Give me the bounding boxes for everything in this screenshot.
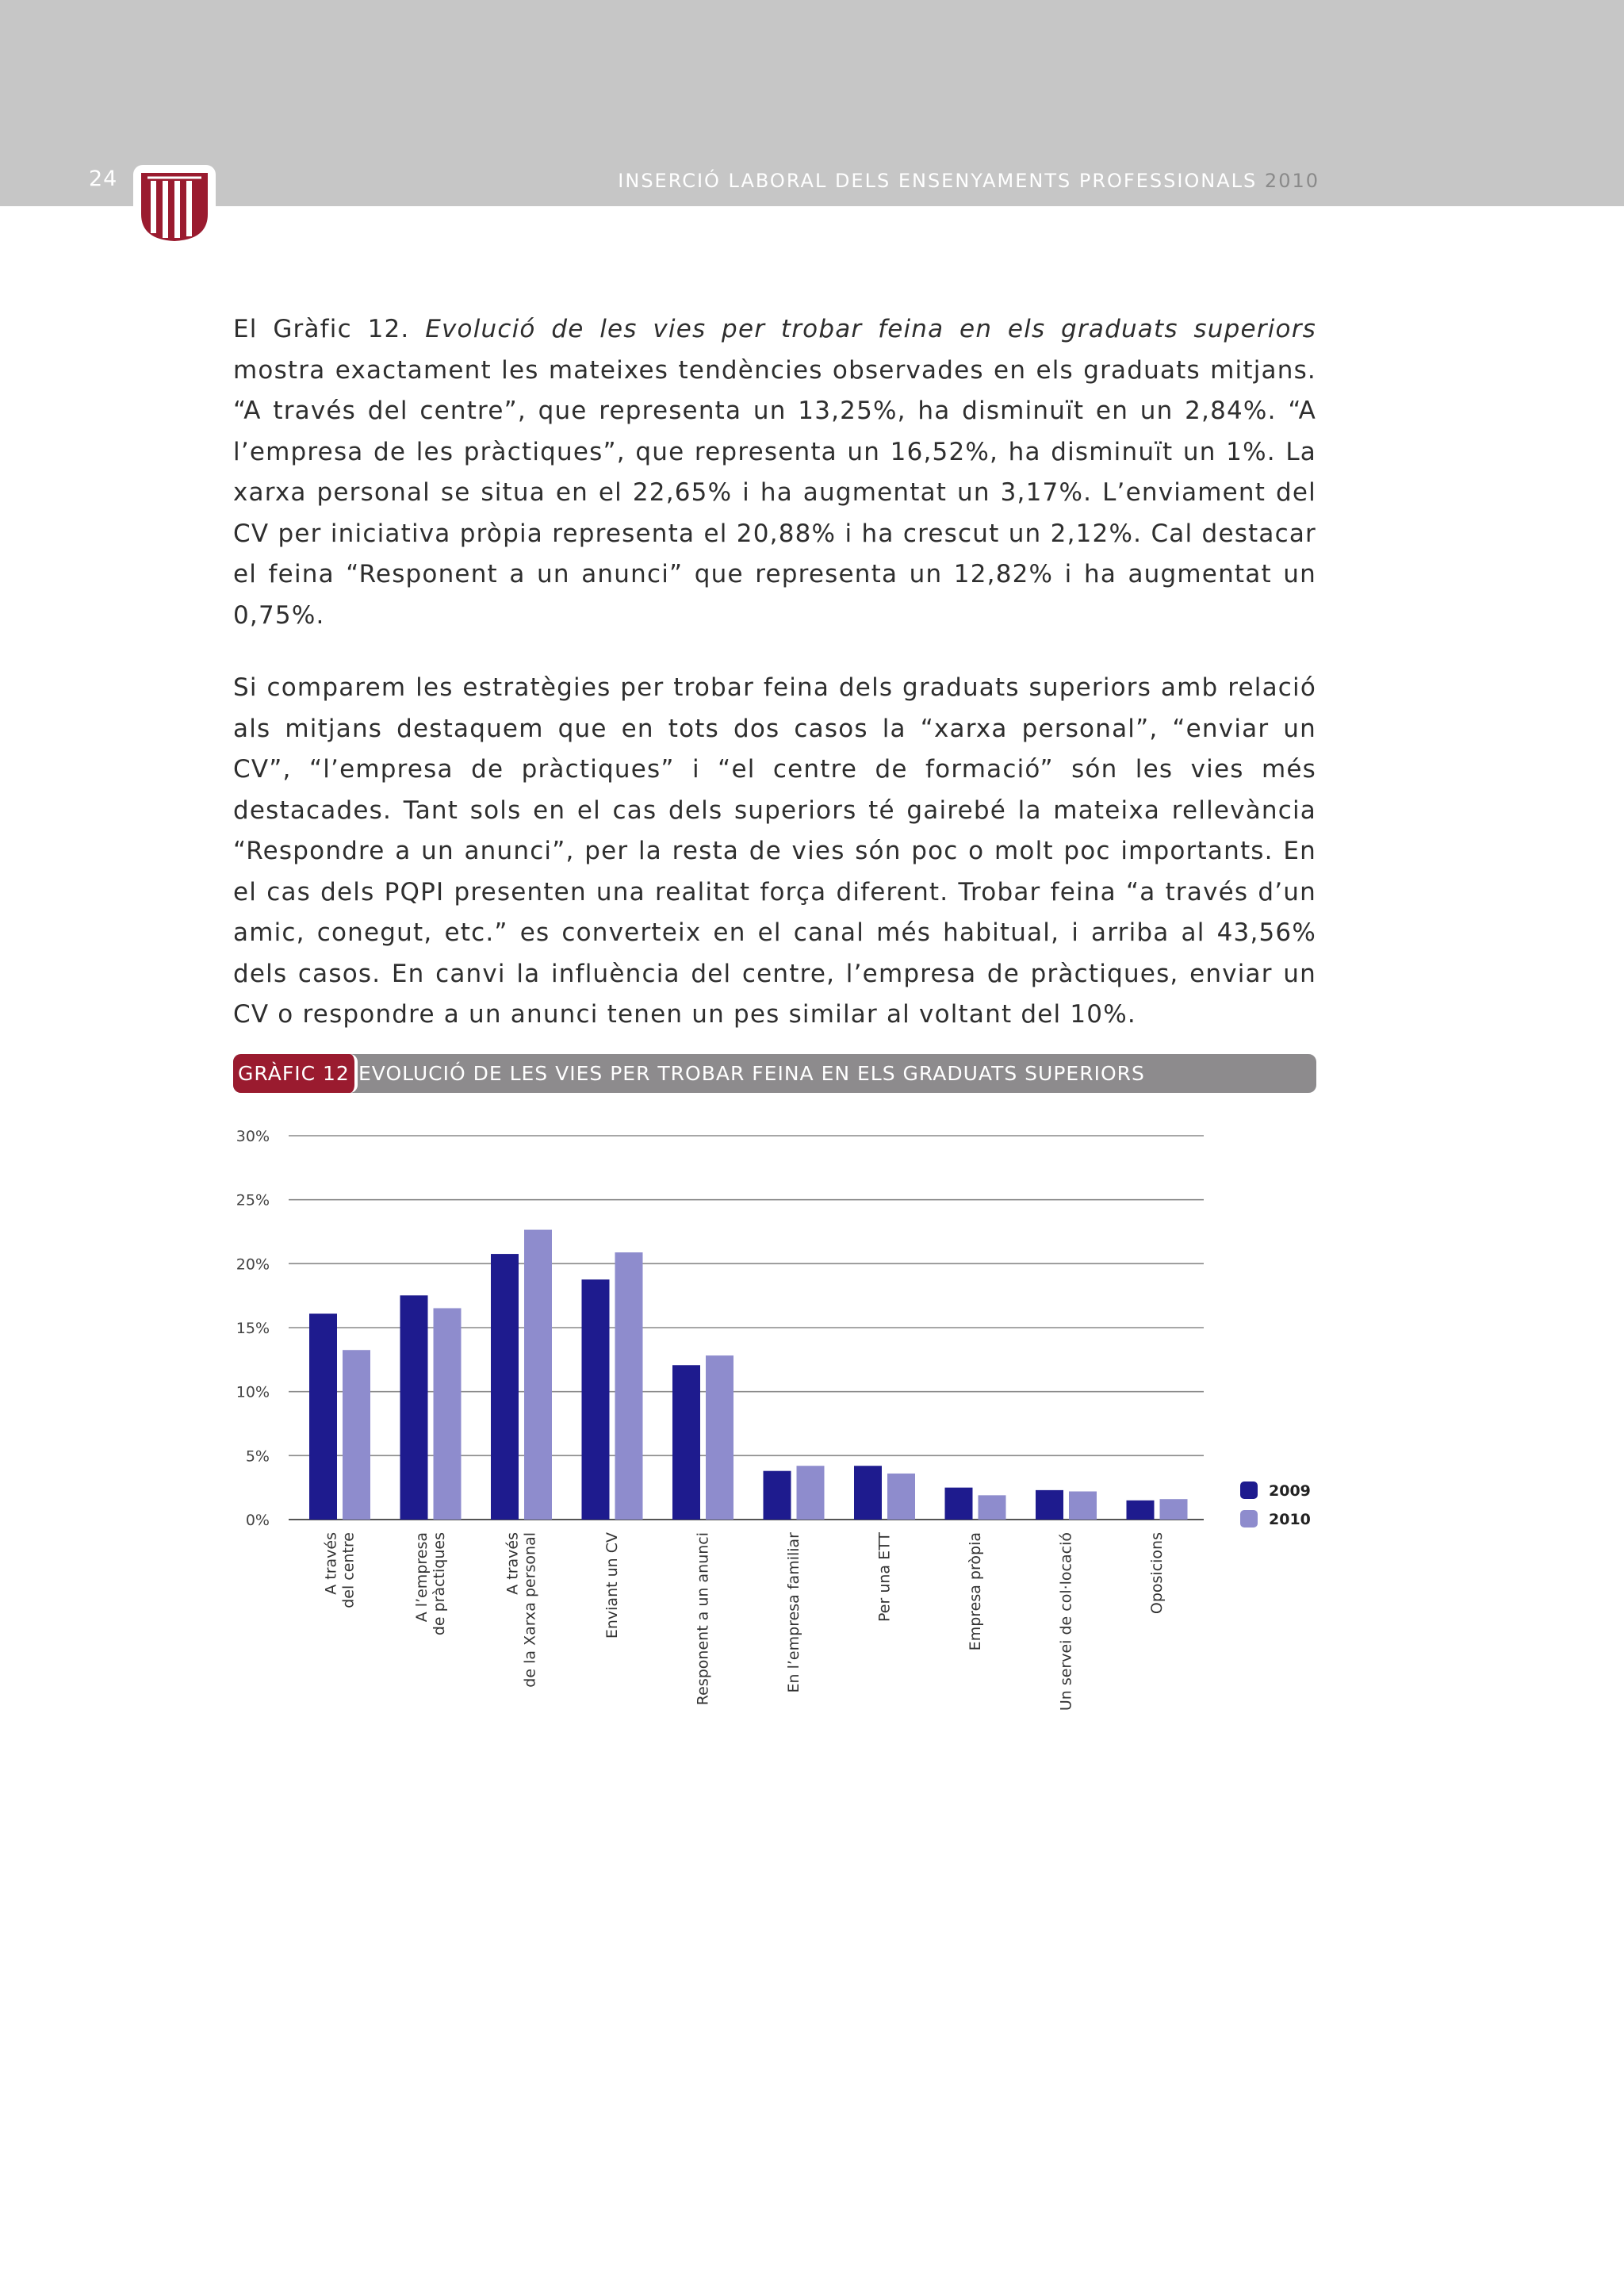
y-tick-label: 5% bbox=[245, 1447, 270, 1466]
y-tick-label: 15% bbox=[236, 1320, 270, 1337]
bar-2009-9 bbox=[1127, 1501, 1155, 1520]
bar-2010-6 bbox=[887, 1474, 915, 1520]
y-tick-label: 30% bbox=[236, 1128, 270, 1145]
bar-2009-4 bbox=[672, 1365, 700, 1520]
bar-2009-5 bbox=[764, 1471, 791, 1520]
bar-2010-2 bbox=[524, 1230, 552, 1520]
y-tick-label: 0% bbox=[245, 1512, 270, 1529]
chart-tag: GRÀFIC 12 bbox=[233, 1054, 358, 1093]
legend-swatch-2010 bbox=[1240, 1510, 1258, 1527]
category-label: A través bbox=[322, 1532, 340, 1595]
bar-chart bbox=[206, 1110, 1364, 1745]
category-label: de la Xarxa personal bbox=[521, 1532, 539, 1688]
bar-2010-7 bbox=[979, 1495, 1006, 1520]
category-label: del centre bbox=[339, 1532, 358, 1608]
bar-2009-0 bbox=[309, 1313, 337, 1520]
bar-2010-3 bbox=[615, 1252, 643, 1520]
bar-2010-9 bbox=[1160, 1499, 1188, 1520]
y-tick-label: 10% bbox=[236, 1383, 270, 1401]
paragraph-1 bbox=[233, 309, 1316, 636]
chart-header bbox=[233, 1054, 1316, 1093]
bar-2009-2 bbox=[491, 1254, 519, 1520]
bar-2010-5 bbox=[797, 1466, 825, 1520]
category-label: Empresa pròpia bbox=[967, 1532, 984, 1651]
category-label: A l’empresa bbox=[413, 1532, 431, 1623]
bar-2009-6 bbox=[854, 1466, 882, 1520]
category-label: Per una ETT bbox=[875, 1532, 894, 1622]
bar-2010-4 bbox=[706, 1355, 733, 1520]
category-label: Oposicions bbox=[1148, 1532, 1166, 1615]
body-text bbox=[233, 309, 1316, 1068]
catalan-coat-of-arms-icon bbox=[133, 165, 216, 249]
legend-label-2009: 2009 bbox=[1269, 1482, 1311, 1500]
p1-lead: El Gràfic 12. bbox=[233, 315, 426, 343]
legend-swatch-2009 bbox=[1240, 1481, 1258, 1499]
p1-rest: mostra exactament les mateixes tendències observades en els graduats mitjans. “A través del centre”, que representa un 13,25%, ha disminuït en un 2,84%. “A l’empresa de les pràctiques”, que representa un 16,52%, ha disminuït un 1%. La xarxa personal se situa en el 22,65% i ha augmentat un 3,17%. L’enviament del CV per iniciativa pròpia representa el 20,88% i ha crescut un 2,12%. Cal destacar el feina “Responent a un anunci” que representa un 12,82% i ha augmentat un 0,75%. bbox=[233, 355, 1316, 630]
running-year: 2010 bbox=[1264, 170, 1320, 192]
p1-figure-title: Evolució de les vies per trobar feina en els graduats superiors bbox=[425, 315, 1316, 343]
running-title: INSERCIÓ LABORAL DELS ENSENYAMENTS PROFESSIONALS bbox=[618, 170, 1258, 192]
chart-title: EVOLUCIÓ DE LES VIES PER TROBAR FEINA EN ELS GRADUATS SUPERIORS bbox=[358, 1062, 1145, 1085]
category-label: de pràctiques bbox=[431, 1532, 448, 1636]
bar-2010-0 bbox=[343, 1350, 370, 1520]
category-label: Un servei de col·locació bbox=[1057, 1532, 1075, 1711]
y-tick-label: 20% bbox=[236, 1255, 270, 1274]
category-label: Responent a un anunci bbox=[694, 1532, 712, 1706]
category-label: Enviant un CV bbox=[603, 1532, 621, 1639]
running-head bbox=[618, 170, 1320, 192]
paragraph-2: Si comparem les estratègies per trobar feina dels graduats superiors amb relació als mitjans destaquem que en tots dos casos la “xarxa personal”, “enviar un CV”, “l’empresa de pràctiques” i “el centre de formació” són les vies més destacades. Tant sols en el cas dels superiors té gairebé la mateixa rellevància “Respondre a un anunci”, per la resta de vies són poc o molt poc importants. En el cas dels PQPI presenten una realitat força diferent. Trobar feina “a través d’un amic, conegut, etc.” es converteix en el canal més habitual, i arriba al 43,56% dels casos. En canvi la influència del centre, l’empresa de pràctiques, enviar un CV o respondre a un anunci tenen un pes similar al voltant del 10%. bbox=[233, 673, 1316, 1029]
page-number: 24 bbox=[89, 167, 118, 191]
bar-2009-7 bbox=[945, 1488, 973, 1520]
bar-2009-1 bbox=[400, 1295, 428, 1520]
bar-2010-8 bbox=[1069, 1492, 1097, 1520]
bar-2009-8 bbox=[1036, 1490, 1063, 1520]
y-tick-label: 25% bbox=[236, 1191, 270, 1209]
legend-label-2010: 2010 bbox=[1269, 1511, 1311, 1528]
bar-2010-1 bbox=[434, 1308, 462, 1520]
category-label: En l’empresa familiar bbox=[785, 1532, 802, 1693]
category-label: A través bbox=[504, 1532, 522, 1595]
bar-2009-3 bbox=[582, 1279, 610, 1520]
